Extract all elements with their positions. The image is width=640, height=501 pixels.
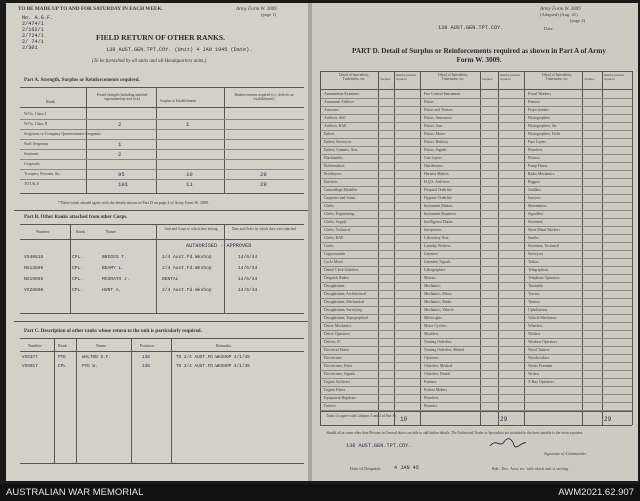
- trade-label: Postal Workers: [528, 92, 551, 96]
- trade-label: Fitters, Railway: [424, 140, 449, 144]
- trade-label: Battery Gunners, Asst.: [324, 148, 359, 152]
- trade-label: Sawyers: [528, 196, 541, 200]
- page-number-right: (page 2): [570, 18, 586, 23]
- trade-label: Equipment Repairers: [324, 396, 357, 400]
- form-number-right: Army Form W. 3009: [540, 7, 581, 12]
- trade-label: Laundry Workers: [424, 244, 451, 248]
- grid-column-rule: [420, 71, 421, 425]
- return-cell: VX5377: [22, 355, 38, 360]
- unit-line: 138 AUST.GEN.TPT.COY. (Unit) 4 JAN 1945 (Date).: [106, 47, 253, 53]
- trade-label: Vehicle Mechanics: [528, 316, 557, 320]
- trade-label: Electrical Fitters: [324, 348, 350, 352]
- col2-surplus: Surplus: [482, 77, 493, 81]
- part-b-col-unit: Unit and Corps to which they belong: [164, 227, 218, 231]
- trade-label: Mechanics: [424, 284, 441, 288]
- trade-label: Telegraphists: [528, 268, 549, 272]
- col-surplus-header: Surplus to Establishment: [160, 99, 196, 103]
- trade-label: Intelligence Duties: [424, 220, 453, 224]
- trade-label: Clerks: [324, 204, 334, 208]
- part-b-col-name: Name: [106, 229, 116, 234]
- trade-label: Dental Clerk Orderlies: [324, 268, 359, 272]
- dispatch-label: Date of Despatch: [350, 466, 381, 471]
- trade-label: Cooks: [324, 244, 334, 248]
- rank-label: W.Os. Class I: [24, 111, 46, 116]
- attached-cell: MCGRATH J.: [102, 277, 130, 282]
- return-cell: 138: [142, 364, 150, 369]
- part-a-heading: Part A. Strength, Surplus or Reinforcements required.: [24, 78, 140, 83]
- trade-label: Photographers, Field: [528, 132, 560, 136]
- trade-label: Shoemakers: [528, 204, 547, 208]
- total-col1: 10: [400, 416, 408, 423]
- attached-cell: 14/6/44: [238, 255, 258, 260]
- trade-label: Hairdressers: [424, 164, 443, 168]
- strength-value: 10: [186, 171, 193, 178]
- grid-column-rule: [582, 71, 583, 425]
- form-adapted: (Adapted) (Aug. 41): [540, 12, 578, 17]
- trade-label: Projectionists: [528, 108, 549, 112]
- trade-label: Bakers: [324, 132, 335, 136]
- instruction: (To be furnished by all units and all Headquarters units.): [92, 59, 207, 64]
- attached-cell: BRIGGS T.: [102, 255, 127, 260]
- trade-label: Fire Control Instrument: [424, 92, 461, 96]
- col3-surplus: Surplus: [584, 77, 595, 81]
- return-cell: PTE: [58, 355, 66, 360]
- trade-label: Carpenter and Joiner: [324, 196, 356, 200]
- trade-label: Clerks, RAP: [324, 236, 344, 240]
- grid-column-rule: [602, 71, 603, 425]
- trade-label: Storemen, Technical: [528, 244, 560, 248]
- trade-label: Lithographers: [424, 268, 446, 272]
- return-cell: CPL: [58, 364, 66, 369]
- grid-column-rule: [320, 71, 321, 425]
- col1-surplus: Surplus: [380, 77, 391, 81]
- grid-column-rule: [524, 71, 525, 425]
- col3-title: Detail of Specialists, Tradesmen, etc.: [542, 73, 572, 81]
- strength-value: 2: [118, 151, 122, 158]
- trade-label: Farriers: [324, 404, 336, 408]
- trade-label: Artificer, ASC: [324, 116, 346, 120]
- trade-label: Writers: [528, 372, 540, 376]
- trade-label: Opticians: [424, 356, 439, 360]
- trade-label: Blacksmiths: [324, 156, 343, 160]
- col3-reinf: Reinforcements required: [604, 73, 625, 81]
- trade-label: Turners: [528, 300, 540, 304]
- return-cell: 138: [142, 355, 150, 360]
- trade-label: Works Foremen: [528, 364, 553, 368]
- trade-label: Coppersmiths: [324, 252, 346, 256]
- col-reinf-header: Reinforcements required (i.e., deficits on establishment): [234, 93, 294, 101]
- trade-label: Boilermakers: [324, 164, 345, 168]
- archive-name: AUSTRALIAN WAR MEMORIAL: [6, 487, 144, 498]
- trade-label: Engine Fitters: [324, 388, 346, 392]
- grid-column-rule: [394, 71, 395, 425]
- trade-label: Wood Turners: [528, 348, 550, 352]
- trade-label: Telephone Operators: [528, 276, 560, 280]
- bottom-note: Bde., Div., Area, etc. with which unit is serving.: [492, 466, 569, 471]
- trade-label: Riggers: [528, 180, 540, 184]
- part-b-col-date: Date and Order by which they were attached: [231, 227, 297, 231]
- trade-label: Woodworkers: [528, 356, 550, 360]
- archive-footer: [0, 484, 640, 501]
- trade-label: Tinsmiths: [528, 284, 544, 288]
- rank-label: Corporals: [24, 161, 40, 166]
- attached-cell: VX28890: [24, 288, 44, 293]
- trade-label: Upholsterers: [528, 308, 548, 312]
- strength-value: 101: [118, 181, 129, 188]
- attached-cell: 14/6/44: [238, 288, 258, 293]
- trade-label: Nursing Orderlies, Mental: [424, 348, 464, 352]
- date-label: Date: [544, 26, 553, 31]
- trade-label: Laboratory Asst.: [424, 236, 450, 240]
- trade-label: Clerks, Supply: [324, 220, 347, 224]
- trade-label: Butchers: [324, 180, 338, 184]
- part-c-col-name: Name: [96, 343, 106, 348]
- page-one: [6, 3, 309, 481]
- grid-column-rule: [480, 71, 481, 425]
- return-cell: TO 2/4 AUST.FD.WKSHOP 4/1/45: [176, 364, 250, 369]
- part-c-col-position: Position: [140, 343, 154, 348]
- trade-label: Driver Operators: [324, 332, 350, 336]
- part-c-col-rank: Rank: [58, 343, 67, 348]
- stamp-codes: No. A.G.F. 2/474/1 2/162/1 2/724/1 2/ 74/1 2/301: [22, 15, 54, 51]
- trade-label: Tailors: [528, 260, 539, 264]
- trade-label: Interpreters: [424, 228, 442, 232]
- rank-label: Troopers, Privates, &c.: [24, 171, 62, 176]
- attached-cell: VX48615: [24, 255, 44, 260]
- trade-label: Motor Cyclists: [424, 324, 447, 328]
- totals-label: Totals (to agree with Columns 3 and 4 of Part A): [326, 414, 397, 418]
- attached-cell: NX13596: [24, 266, 44, 271]
- trade-label: Millwrights: [424, 316, 442, 320]
- attached-cell: CPL.: [72, 277, 84, 282]
- attached-cell: 2/4 Aust.Fd.Wkshop: [162, 255, 212, 260]
- trade-label: Mechanics, Radio: [424, 300, 452, 304]
- grid-column-rule: [498, 71, 499, 425]
- strength-value: 29: [260, 171, 267, 178]
- trade-label: Cycle Motor: [324, 260, 344, 264]
- trade-label: Moulders: [424, 332, 439, 336]
- part-d-title: PART D. Detail of Surplus or Reinforcements required as shown in Part A of Army Form W. 3009.: [352, 47, 606, 64]
- trade-label: Battery Surveyors: [324, 140, 352, 144]
- grid-column-rule: [632, 71, 633, 425]
- trade-label: Electricians, Fitter: [324, 364, 353, 368]
- return-cell: TO 2/4 AUST.FD.WKSHOP 4/1/45: [176, 355, 250, 360]
- trade-label: Despatch Riders: [324, 276, 349, 280]
- rank-column-header: Rank: [46, 99, 55, 104]
- trade-label: Fitters: [424, 100, 434, 104]
- col1-title: Detail of Specialists, Tradesmen, etc.: [339, 73, 369, 81]
- col1-reinf: Reinforcements required: [396, 73, 417, 81]
- attached-cell: HUNT A.: [102, 288, 122, 293]
- strength-value: 11: [186, 181, 193, 188]
- trade-label: Electricians, Signals: [324, 372, 355, 376]
- trade-label: Pattern Makers: [424, 388, 448, 392]
- attached-cell: DENTAL: [162, 277, 179, 282]
- trade-label: Armourer: [324, 108, 339, 112]
- return-cell: PYE W.: [82, 364, 98, 369]
- trade-label: Pioneers: [424, 404, 438, 408]
- trade-label: Bricklayers: [324, 172, 342, 176]
- trade-label: Ammunition Examiner: [324, 92, 360, 96]
- trade-label: Electricians: [324, 356, 342, 360]
- attached-cell: CPL.: [72, 266, 84, 271]
- trade-label: Drivers, IC: [324, 340, 342, 344]
- trade-label: Welders: [528, 332, 541, 336]
- trade-label: Masons: [424, 276, 436, 280]
- trade-label: Driver Mechanics: [324, 324, 352, 328]
- attached-cell: BEAMY L.: [102, 266, 125, 271]
- trade-label: X-Ray Operators: [528, 380, 555, 384]
- signature-label: Signature of Commander.: [544, 451, 587, 456]
- trade-label: Clerks, Technical: [324, 228, 351, 232]
- col2-title: Detail of Specialists, Tradesmen, etc.: [438, 73, 468, 81]
- signature-mark: [488, 437, 528, 449]
- trade-label: Clerks, Engineering: [324, 212, 355, 216]
- form-number: Army Form W. 3009: [236, 7, 277, 12]
- trade-label: Hygiene Orderlies: [424, 196, 452, 200]
- trade-label: Printers: [528, 100, 540, 104]
- trade-label: Camouflage Modeller: [324, 188, 358, 192]
- return-cell: VX6017: [22, 364, 38, 369]
- page-two: [312, 3, 638, 481]
- trade-label: Draughtsmen: [324, 284, 345, 288]
- totals-note: *These totals should agree with the details shown in Part D on page 2 of Army Form W. 3009.: [58, 200, 209, 205]
- trade-label: Nursing Orderlies: [424, 340, 452, 344]
- trade-label: Artificer, RAE: [324, 124, 347, 128]
- trade-label: Tracers: [528, 292, 540, 296]
- trade-label: Draughtsmen, Architectural: [324, 292, 367, 296]
- trade-label: Signallers: [528, 212, 544, 216]
- part-b-col-rank: Rank: [76, 229, 85, 234]
- return-cell: WALTON S.F.: [82, 355, 111, 360]
- page-number: (page 1): [261, 12, 277, 17]
- trade-label: Fitters, Signals: [424, 148, 447, 152]
- attached-cell: 2/4 Aust.Fd.Wkshop: [162, 288, 212, 293]
- trade-label: Linemen, Signals: [424, 260, 451, 264]
- form-title: FIELD RETURN OF OTHER RANKS.: [96, 33, 226, 42]
- trade-label: Linemen: [424, 252, 438, 256]
- unit-stamp: 138 AUST.GEN.TPT.COY.: [346, 443, 412, 449]
- total-col3: 29: [604, 416, 612, 423]
- attached-cell: CPL.: [72, 255, 84, 260]
- part-b-heading: Part B. Other Ranks attached from other Corps.: [24, 215, 128, 220]
- trade-label: Orderlies, Dental: [424, 372, 451, 376]
- rank-label: Staff Sergeants: [24, 141, 49, 146]
- trade-label: Wheelers: [528, 324, 543, 328]
- trade-label: Fitters, Armourers: [424, 116, 452, 120]
- trade-label: Surveyors: [528, 252, 544, 256]
- footer-note: Should all or some other than Privates in General duties are able to add further details. The Authorised Trades or Specialists are included in the form suitable to the service pattern.: [326, 431, 584, 435]
- dispatch-value: 4 JAN 45: [394, 465, 419, 471]
- trade-label: H.Q.S. Artificers: [424, 180, 450, 184]
- strength-value: 29: [260, 181, 267, 188]
- trade-label: Draughtsmen, Mechanical: [324, 300, 365, 304]
- trade-label: Draughtsmen, Surveying: [324, 308, 362, 312]
- strength-value: 1: [118, 141, 122, 148]
- trade-label: Sheet Metal Workers: [528, 228, 560, 232]
- trade-label: Orderlies, Medical: [424, 364, 453, 368]
- part-c-col-number: Number: [28, 343, 42, 348]
- strength-value: 1: [186, 121, 190, 128]
- rank-label: TOTALS: [24, 181, 39, 186]
- part-c-col-remarks: Remarks: [216, 343, 231, 348]
- trade-label: Painters: [424, 380, 437, 384]
- trade-label: Gun Layers: [424, 156, 442, 160]
- rank-label: W.Os. Class II: [24, 121, 48, 126]
- rank-label: Sergeants or Company Quartermaster-Sergeants: [24, 131, 101, 136]
- trade-label: Photographers, Air: [528, 124, 557, 128]
- trade-label: Plumbers: [424, 396, 439, 400]
- attached-cell: 14/6/44: [238, 277, 258, 282]
- trade-label: Harness Makers: [424, 172, 449, 176]
- rank-label: Serjeants: [24, 151, 39, 156]
- top-note: TO BE MADE UP TO AND FOR SATURDAY IN EACH WEEK.: [18, 6, 163, 12]
- trade-label: Fitters, Motor: [424, 132, 446, 136]
- strength-value: 95: [118, 171, 125, 178]
- trade-label: Engine Artificers: [324, 380, 351, 384]
- trade-label: Storemen: [528, 220, 543, 224]
- attached-cell: 2/4 Aust.Fd.Wkshop: [162, 266, 212, 271]
- trade-label: Wireless Operators: [528, 340, 558, 344]
- document-sheet: [6, 3, 638, 481]
- trade-label: Hospital Orderlies: [424, 188, 452, 192]
- trade-label: Radio Mechanics: [528, 172, 555, 176]
- trade-label: Saddlers: [528, 188, 542, 192]
- part-b-col-number: Number: [36, 229, 50, 234]
- col-posted-header: Posted strength (including attached supernumerary and sick): [96, 93, 148, 101]
- unit-line-right: 138 AUST.GEN.TPT.COY.: [438, 25, 504, 31]
- grid-column-rule: [378, 71, 379, 425]
- trade-label: Armament Artificer: [324, 100, 355, 104]
- part-b-stamp: AUTHORISED - APPROVED: [186, 243, 252, 249]
- part-c-heading: Part C. Description of other ranks whose return to the unit is particularly required.: [24, 329, 202, 334]
- trade-label: Mechanics, Motor: [424, 292, 452, 296]
- trade-label: Plotters: [528, 156, 540, 160]
- trade-label: Instrument Repairers: [424, 212, 456, 216]
- trade-label: Fitters, Gun: [424, 124, 443, 128]
- trade-label: Pipe Layers: [528, 140, 547, 144]
- trade-label: Fitters and Turners: [424, 108, 453, 112]
- strength-value: 2: [118, 121, 122, 128]
- trade-label: Instrument Makers: [424, 204, 453, 208]
- trade-label: Pump Fitters: [528, 164, 548, 168]
- trade-label: Mechanics, Vehicle: [424, 308, 454, 312]
- trade-label: Plumbers: [528, 148, 543, 152]
- trade-label: Smiths: [528, 236, 539, 240]
- attached-cell: NX19055: [24, 277, 44, 282]
- col2-reinf: Reinforcements required: [500, 73, 521, 81]
- attached-cell: CPL.: [72, 288, 84, 293]
- trade-label: Photographers: [528, 116, 550, 120]
- archive-id: AWM2021.62.907: [558, 487, 634, 498]
- attached-cell: 14/6/44: [238, 266, 258, 271]
- trade-label: Draughtsmen, Topographical: [324, 316, 369, 320]
- total-col2: 29: [500, 416, 508, 423]
